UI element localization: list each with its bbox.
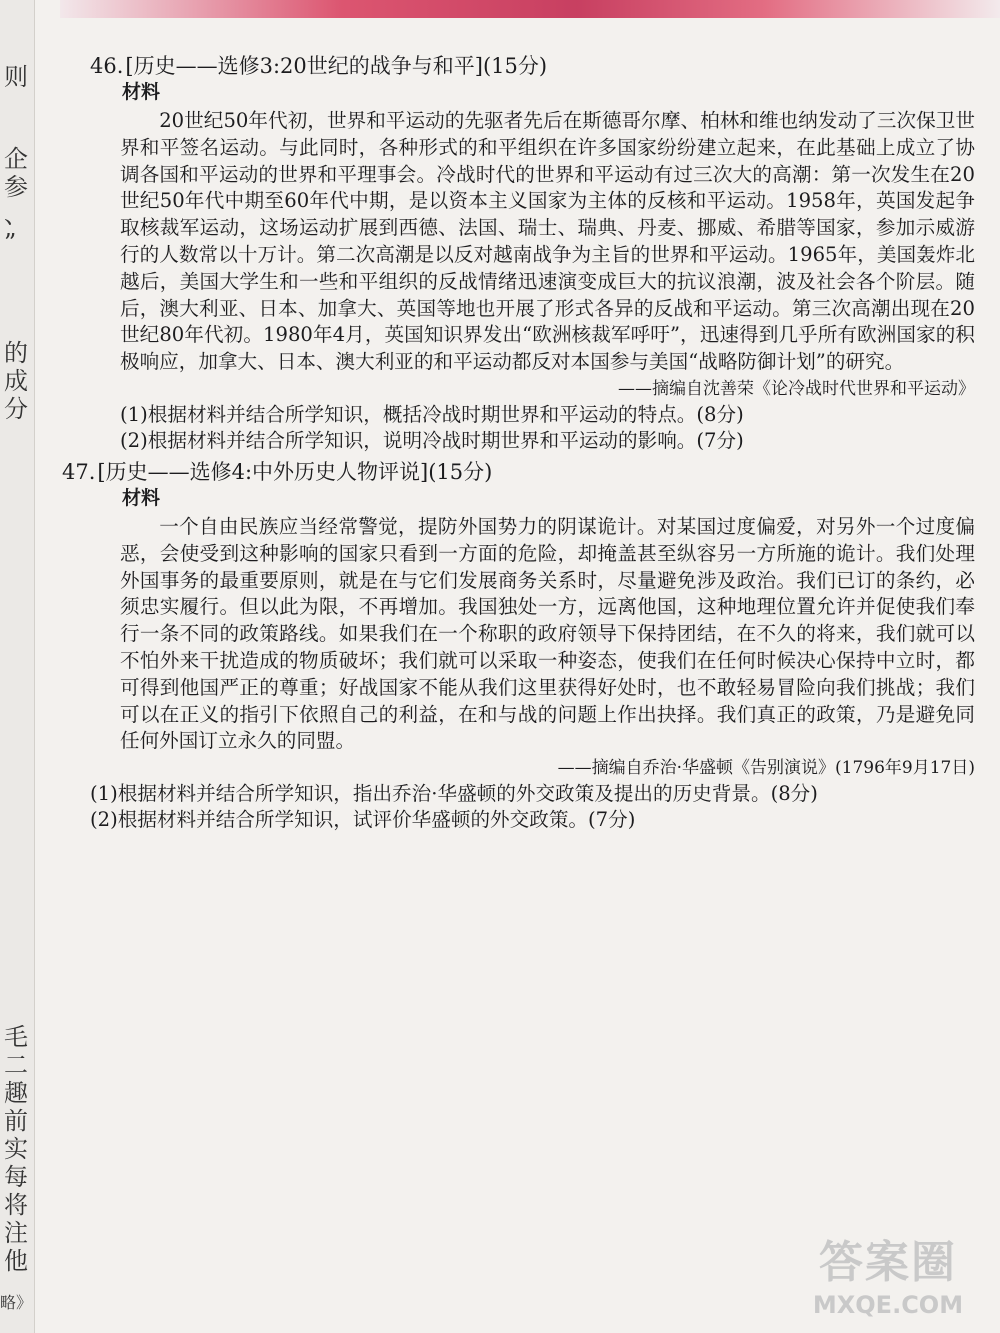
material-paragraph: 20世纪50年代初，世界和平运动的先驱者先后在斯德哥尔摩、柏林和维也纳发动了三次保卫世界和平签名运动。与此同时，各种形式的和平组织在许多国家纷纷建立起来，在此基础上成立了协调各国和平运动的世界和平理事会。冷战时代的世界和平运动有过三次大的高潮：第一次发生在20世纪50年代中期至60年代中期，是以资本主义国家为主体的反核和平运动。1958年，英国发起争取核裁军运动，这场运动扩展到西德、法国、瑞士、瑞典、丹麦、挪威、希腊等国家，参加示威游行的人数常以十万计。第二次高潮是以反对越南战争为主旨的世界和平运动。1965年，美国轰炸北越后，美国大学生和一些和平组织的反战情绪迅速演变成巨大的抗议浪潮，波及社会各个阶层。随后，澳大利亚、日本、加拿大、英国等地也开展了形式各异的反战和平运动。第三次高潮出现在20世纪80年代初。1980年4月，英国知识界发出“欧洲核裁军呼吁”，迅速得到几乎所有欧洲国家的积极响应，加拿大、日本、澳大利亚的和平运动都反对本国参与美国“战略防御计划”的研究。 [120,109,975,374]
left-margin-char: 企 [4,145,28,173]
left-margin-char: 将 [4,1191,28,1219]
watermark-logo: 答案圈 [819,1237,957,1288]
material-paragraph: 一个自由民族应当经常警觉，提防外国势力的阴谋诡计。对某国过度偏爱，对另外一个过度偏恶，会使受到这种影响的国家只看到一方面的危险，却掩盖甚至纵容另一方所施的诡计。我们处理外国事务的最重要原则，就是在与它们发展商务关系时，尽量避免涉及政治。我们已订的条约，必须忠实履行。但以此为限，不再增加。我国独处一方，远离他国，这种地理位置允许并促使我们奉行一条不同的政策路线。如果我们在一个称职的政府领导下保持团结，在不久的将来，我们就可以不怕外来干扰造成的物质破坏；我们就可以采取一种姿态，使我们在任何时候决心保持中立时，都可得到他国严正的尊重；好战国家不能从我们这里获得好处时，也不敢轻易冒险向我们挑战；我们可以在正义的指引下依照自己的利益，在和与战的问题上作出抉择。我们真正的政策，乃是避免同任何外国订立永久的同盟。 [120,514,975,753]
question-47-number: 47. [62,459,96,484]
left-margin-char: 注 [4,1219,28,1247]
question-46-header [90,52,975,80]
sub-question-2: (2)根据材料并结合所学知识，说明冷战时期世界和平运动的影响。(7分) [120,428,744,452]
left-margin-char: 毛 [4,1023,28,1051]
site-watermark [798,1235,978,1327]
sub-question-1: (1)根据材料并结合所学知识，概括冷战时期世界和平运动的特点。(8分) [120,402,744,426]
left-margin-char: 略》 [0,1293,33,1312]
left-margin-char: 成 [4,367,28,395]
left-margin-char: 、 [4,201,28,229]
material-label: 材料 [122,81,161,103]
left-margin-char: 的 [4,339,28,367]
material-label: 材料 [122,486,161,509]
left-margin-char: 则 [4,63,28,91]
question-46-number: 46. [90,54,124,78]
question-47-header [62,458,975,486]
watermark-url: MXQE.COM [812,1291,964,1319]
top-color-band [60,0,1000,18]
exam-content [62,52,975,833]
material-source: ——摘编自沈善荣《论冷战时代世界和平运动》 [618,378,975,399]
question-47-title: [历史——选修4:中外历史人物评说](15分) [97,459,493,484]
question-46 [90,52,975,454]
left-margin-char: 每 [4,1163,28,1191]
question-47 [62,458,975,833]
left-margin-char: ” [4,229,17,257]
sub-question-1: (1)根据材料并结合所学知识，指出乔治·华盛顿的外交政策及提出的历史背景。(8分) [90,782,818,806]
question-46-title: [历史——选修3:20世纪的战争与和平](15分) [125,54,548,78]
left-margin-char: 前 [4,1107,28,1135]
left-margin-char: 分 [4,395,28,423]
left-margin-char: 他 [4,1247,28,1275]
left-margin-char: 参 [4,173,28,201]
left-margin-char: 二 [4,1051,28,1079]
material-source: ——摘编自乔治·华盛顿《告别演说》(1796年9月17日) [557,758,975,779]
sub-question-2: (2)根据材料并结合所学知识，试评价华盛顿的外交政策。(7分) [90,808,636,832]
left-margin-strip [0,0,35,1333]
left-margin-char: 趣 [4,1079,28,1107]
left-margin-char: 实 [4,1135,28,1163]
bleed-through-smudge [150,930,710,960]
